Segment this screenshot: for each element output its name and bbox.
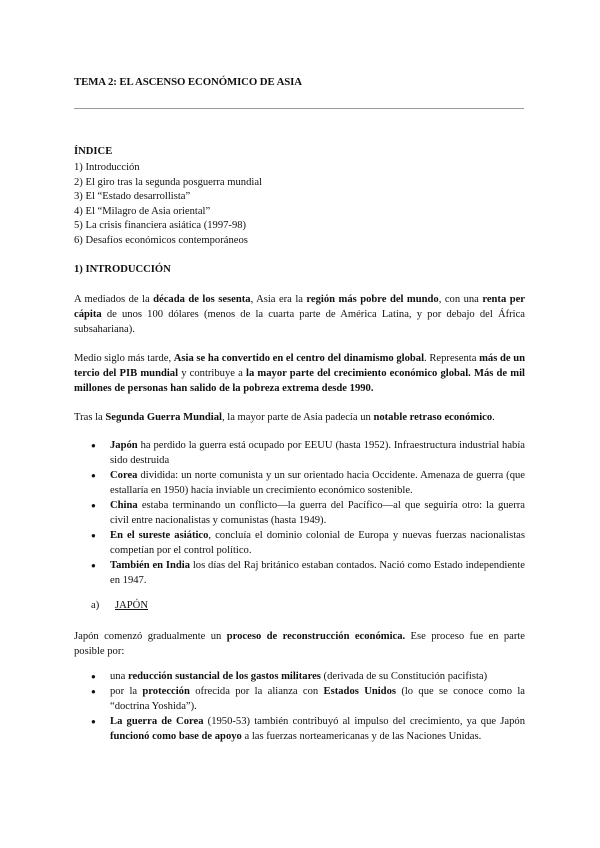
list-item: ● por la protección ofrecida por la alianza con Estados Unidos (lo que se conoce como la “doctrina Yoshida”).: [74, 684, 525, 714]
list-item: ● Corea dividida: un norte comunista y un sur orientado hacia Occidente. Amenaza de guerra (que estallaría en 1950) hacía inviable un crecimiento económico sostenible.: [74, 468, 525, 498]
section-heading-introduccion: 1) INTRODUCCIÓN: [74, 264, 171, 275]
subsection-letter: a): [91, 600, 100, 611]
list-item: ● China estaba terminando un conflicto—la guerra del Pacífico—al que seguiría otro: la guerra civil entre nacionalistas y comunistas (hasta 1949).: [74, 498, 525, 528]
post-war-bullet-list: [74, 438, 525, 588]
paragraph-japon: Japón comenzó gradualmente un proceso de reconstrucción económica. Ese proceso fue en parte posible por:: [74, 631, 526, 657]
document-title: TEMA 2: EL ASCENSO ECONÓMICO DE ASIA: [74, 76, 302, 88]
paragraph-intro-1: A mediados de la década de los sesenta, Asia era la región más pobre del mundo, con una renta per cápita de unos 100 dólares (menos de la cuarta parte de América Latina, y por debajo del África subsahariana).: [74, 294, 526, 335]
list-item: ● una reducción sustancial de los gastos militares (derivada de su Constitución pacifista): [74, 669, 525, 684]
paragraph-intro-3: Tras la Segunda Guerra Mundial, la mayor parte de Asia padecía un notable retraso económico.: [74, 412, 495, 423]
list-item: ● También en India los días del Raj británico estaban contados. Nació como Estado independiente en 1947.: [74, 558, 525, 588]
toc-item: 1) Introducción: [74, 162, 140, 173]
list-item: ● La guerra de Corea (1950-53) también contribuyó al impulso del crecimiento, ya que Japón funcionó como base de apoyo a las fuerzas norteamericanas y de las Naciones Unidas.: [74, 714, 525, 744]
toc-item: 4) El “Milagro de Asia oriental”: [74, 205, 211, 217]
toc-item: 5) La crisis financiera asiática (1997-98): [74, 220, 247, 232]
toc-item: 6) Desafíos económicos contemporáneos: [74, 234, 248, 246]
toc-item: 3) El “Estado desarrollista”: [74, 191, 191, 203]
horizontal-rule: [74, 108, 524, 109]
paragraph-intro-2: Medio siglo más tarde, Asia se ha convertido en el centro del dinamismo global. Representa más de un tercio del PIB mundial y contribuye a la mayor parte del crecimiento económico global. Más de mil millones de personas han salido de la pobreza extrema desde 1990.: [74, 353, 526, 394]
toc-item: 2) El giro tras la segunda posguerra mundial: [74, 176, 262, 188]
subsection-title: JAPÓN: [115, 600, 148, 611]
list-item: ● Japón ha perdido la guerra está ocupado por EEUU (hasta 1952). Infraestructura industrial había sido destruida: [74, 438, 525, 468]
list-item: ● En el sureste asiático, concluía el dominio colonial de Europa y nuevas fuerzas nacionalistas competían por el control político.: [74, 528, 525, 558]
table-of-contents: [74, 161, 262, 249]
index-heading: ÍNDICE: [74, 146, 113, 157]
japan-factors-bullet-list: [74, 669, 525, 744]
subsection-heading-japon: [91, 600, 148, 611]
